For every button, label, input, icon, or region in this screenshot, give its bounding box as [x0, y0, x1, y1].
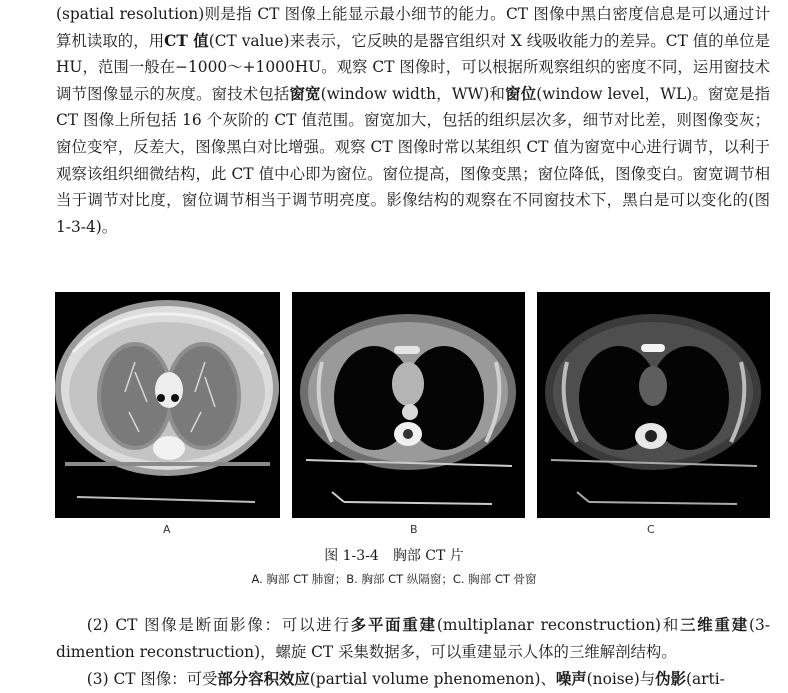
text-run: (partial volume phenomenon)、: [309, 670, 556, 688]
ct-image-bone-window: [537, 292, 770, 518]
text-run: (CT value)来表示，它反映的是器官组织对 X 线吸收能力的差异。CT 值的单位是 HU，范围一般在−1000～+1000HU。观察 CT 图像时，可以根据所观察组织的密度不同，运用窗技术调节图像显示的灰度。窗技术包括: [56, 31, 770, 103]
text-run: (multiplanar reconstruction)和: [436, 616, 681, 634]
term-3d-reconstruction: 三维重建: [680, 616, 749, 634]
figure-caption-subtitle: A. 胸部 CT 肺窗；B. 胸部 CT 纵隔窗；C. 胸部 CT 骨窗: [251, 572, 537, 586]
ct-image-lung-window: [55, 292, 280, 518]
text-run: (2) CT 图像是断面影像：可以进行: [86, 616, 351, 634]
text-run: (arti-: [685, 670, 725, 688]
term-multiplanar-reconstruction: 多平面重建: [350, 616, 437, 634]
figure-caption-title: 图 1-3-4 胸部 CT 片: [324, 548, 464, 564]
term-ct-value: CT 值: [164, 31, 209, 50]
panel-label-a: A: [163, 523, 171, 536]
text-run: (noise)与: [586, 670, 656, 688]
ct-image-mediastinal-window: [292, 292, 525, 518]
figure-1-3-4: [55, 292, 770, 518]
text-run: (spatial resolution)则是指 CT 图像上能显示最小细节的能力。CT 图像中黑白密度信息是可以通过计算机读取的，用: [56, 5, 770, 50]
panel-label-b: B: [410, 523, 418, 536]
term-noise: 噪声: [555, 670, 587, 688]
text-run: (window width，WW)和: [320, 84, 506, 103]
text-run: (window level，WL)。窗宽是指 CT 图像上所包括 16 个灰阶的 CT 值范围。窗宽加大，包括的组织层次多，细节对比差，则图像变灰；窗位变窄，反差大，图像黑白对比增强。观察 CT 图像时常以某组织 CT 值为窗宽中心进行调节，以利于观察该组织细微结构，此 CT 值中心即为窗位。窗位提高，图像变黑；窗位降低，图像变白。窗宽调节相当于调节对比度，窗位调节相当于调节明亮度。影像结构的观察在不同窗技术下，黑白是可以变化的(图 1-3-4)。: [56, 84, 770, 236]
term-partial-volume: 部分容积效应: [217, 670, 310, 688]
text-run: (3) CT 图像：可受: [86, 670, 218, 688]
body-paragraph-2: [56, 612, 770, 666]
body-paragraph-1: [56, 1, 770, 240]
term-artifact: 伪影: [655, 670, 686, 688]
term-window-level: 窗位: [505, 84, 537, 103]
body-paragraph-3: [56, 666, 770, 693]
term-window-width: 窗宽: [289, 84, 321, 103]
panel-label-c: C: [647, 523, 655, 536]
text-run: (3-dimention reconstruction)，螺旋 CT 采集数据多，可以重建显示人体的三维解剖结构。: [56, 616, 770, 661]
